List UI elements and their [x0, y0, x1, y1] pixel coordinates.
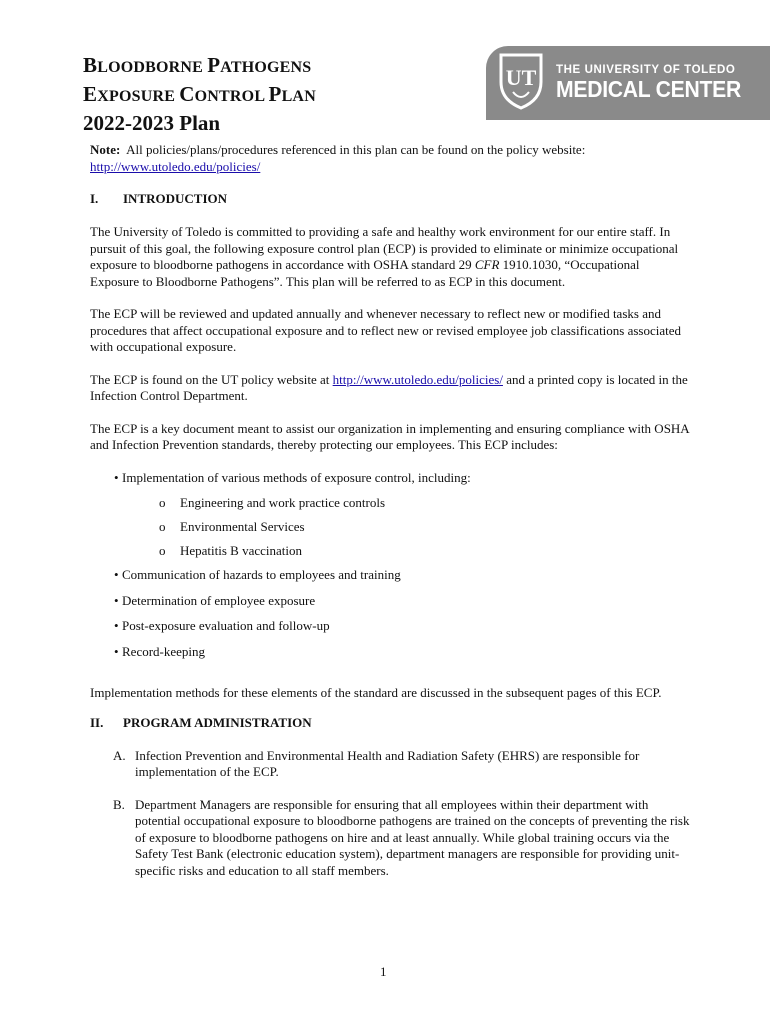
note-label: Note:	[90, 142, 121, 157]
policy-note	[90, 142, 690, 175]
list-item: • Determination of employee exposure	[90, 593, 690, 619]
intro-paragraph-5: Implementation methods for these elements of the standard are discussed in the subsequent pages of this ECP.	[90, 685, 662, 700]
list-item: A. Infection Prevention and Environmental Health and Radiation Safety (EHRS) are responsible for implementation of the ECP.	[113, 747, 640, 779]
ut-medical-center-logo	[486, 46, 770, 120]
ecp-includes-list	[90, 470, 690, 670]
document-body	[90, 142, 690, 879]
policy-website-link[interactable]: http://www.utoledo.edu/policies/	[90, 158, 261, 174]
list-item: o Engineering and work practice controls	[90, 495, 690, 519]
intro-paragraph-2: The ECP will be reviewed and updated annually and whenever necessary to reflect new or modified tasks and procedures that affect occupational exposure and to reflect new or revised employee job classifications associated with occupational exposure.	[90, 306, 682, 354]
intro-paragraph-3: The ECP is found on the UT policy website at http://www.utoledo.edu/policies/ and a printed copy is located in the Infection Control Department.	[90, 371, 688, 403]
list-item: • Post-exposure evaluation and follow-up	[90, 618, 690, 644]
intro-paragraph-1: The University of Toledo is committed to providing a safe and healthy work environment for our entire staff. In pursuit of this goal, the following exposure control plan (ECP) is provided to eliminate or minimize occupational exposure to bloodborne pathogens in accordance with OSHA standard 29 CFR 1910.1030, “Occupational Exposure to Bloodborne Pathogens”. This plan will be referred to as ECP in this document.	[90, 224, 679, 289]
title-line-2: EXPOSURE CONTROL PLAN	[83, 82, 316, 106]
list-item: • Communication of hazards to employees and training	[90, 567, 690, 593]
title-line-3: 2022-2023 Plan	[83, 111, 221, 135]
page-number: 1	[380, 964, 387, 979]
list-item: • Record-keeping	[90, 644, 690, 670]
logo-mark-text: UT	[505, 65, 537, 90]
program-administration-list	[90, 748, 690, 880]
section-heading-introduction: I. INTRODUCTION	[90, 191, 228, 206]
list-item: o Hepatitis B vaccination	[90, 543, 690, 567]
sub-list-container	[90, 495, 690, 567]
logo-center-text: MEDICAL CENTER	[556, 76, 742, 102]
ut-policy-link[interactable]: http://www.utoledo.edu/policies/	[332, 371, 503, 387]
title-line-1: BLOODBORNE PATHOGENS	[83, 53, 312, 77]
logo-university-text: THE UNIVERSITY OF TOLEDO	[556, 64, 736, 76]
intro-paragraph-4: The ECP is a key document meant to assist our organization in implementing and ensuring compliance with OSHA and Infection Prevention standards, thereby protecting our employees. This ECP includes:	[90, 420, 689, 452]
list-item: o Environmental Services	[90, 519, 690, 543]
section-heading-program-administration: II. PROGRAM ADMINISTRATION	[90, 714, 312, 730]
list-item: • Implementation of various methods of exposure control, including:	[90, 470, 690, 496]
list-item: B. Department Managers are responsible for ensuring that all employees within their department with potential occupational exposure to bloodborne pathogens are trained on the concepts of preventing the risk of exposure to bloodborne pathogens on hire and at least annually. While global training occurs via the Safety Test Bank (electronic education system), department managers are responsible for providing unit-specific risks and education to all staff members.	[113, 796, 690, 878]
note-text: All policies/plans/procedures referenced in this plan can be found on the policy website:	[126, 142, 586, 157]
document-title	[83, 52, 316, 137]
ut-shield-icon	[498, 52, 544, 110]
exposure-control-methods-list	[90, 495, 690, 567]
